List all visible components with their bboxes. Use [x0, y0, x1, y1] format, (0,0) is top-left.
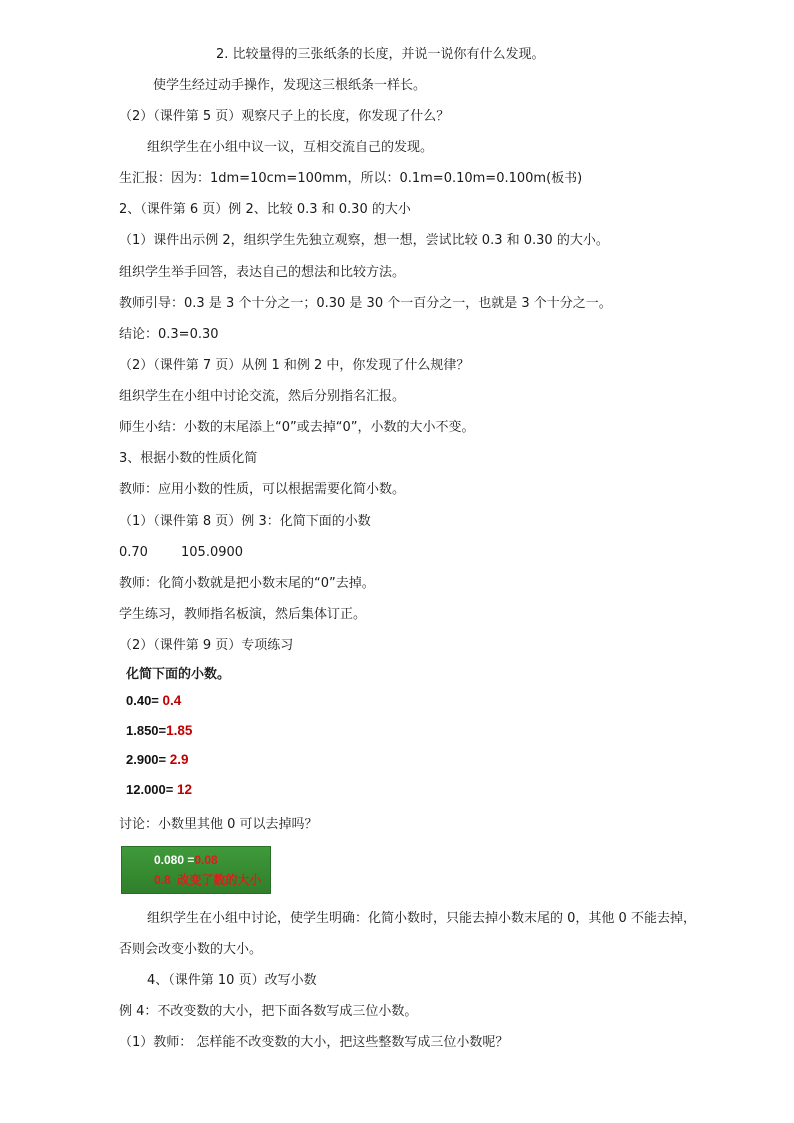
text-line: 0.70 105.0900 [119, 545, 244, 560]
section-heading: 3、根据小数的性质化简 [119, 451, 258, 466]
exercise-title: 化简下面的小数。 [126, 667, 231, 682]
text-line: 学生练习，教师指名板演，然后集体订正。 [119, 607, 367, 622]
text-line: （2）（课件第 7 页）从例 1 和例 2 中，你发现了什么规律？ [119, 358, 470, 373]
text-line: 组织学生举手回答，表达自己的想法和比较方法。 [119, 265, 406, 280]
exercise-question: 0.40= [126, 693, 159, 708]
exercise-item [126, 781, 192, 799]
slide-image-box [121, 846, 271, 894]
exercise-item [126, 751, 189, 769]
text-line: 否则会改变小数的大小。 [119, 942, 263, 957]
text-line: 教师：应用小数的性质，可以根据需要化简小数。 [119, 482, 406, 497]
text-line: 使学生经过动手操作，发现这三根纸条一样长。 [153, 78, 427, 93]
text-line: 组织学生在小组中讨论交流，然后分别指名汇报。 [119, 389, 406, 404]
exercise-question: 12.000= [126, 782, 174, 797]
text-line: 组织学生在小组中讨论，使学生明确：化简小数时，只能去掉小数末尾的 0，其他 0 不能去掉， [147, 911, 696, 926]
text-line: 组织学生在小组中议一议，互相交流自己的发现。 [147, 140, 434, 155]
exercise-answer: 2.9 [169, 752, 189, 767]
text-line: 教师：化简小数就是把小数末尾的“0”去掉。 [119, 576, 375, 591]
discussion-text: 讨论：小数里其他 0 可以去掉吗？ [119, 817, 318, 832]
text-line: 生汇报：因为：1dm=10cm=100mm，所以：0.1m=0.10m=0.100m(板书) [119, 171, 583, 186]
exercise-item [126, 692, 181, 710]
text-line: （1）课件出示例 2，组织学生先独立观察，想一想，尝试比较 0.3 和 0.30 的大小。 [119, 233, 609, 248]
section-heading: 2、（课件第 6 页）例 2、比较 0.3 和 0.30 的大小 [119, 202, 411, 217]
exercise-answer: 12 [176, 782, 193, 797]
text-line: 例 4：不改变数的大小，把下面各数写成三位小数。 [119, 1004, 418, 1019]
text-line: 结论：0.3=0.30 [119, 327, 219, 342]
slide-answer: 0.08 [194, 853, 218, 867]
text-line: 师生小结：小数的末尾添上“0”或去掉“0”，小数的大小不变。 [119, 420, 475, 435]
slide-question: 0.080 = [154, 853, 195, 867]
text-line: 教师引导：0.3 是 3 个十分之一；0.30 是 30 个一百分之一，也就是 3 个十分之一。 [119, 296, 612, 311]
exercise-question: 2.900= [126, 752, 167, 767]
exercise-item [126, 722, 192, 740]
section-heading: 4、（课件第 10 页）改写小数 [147, 973, 317, 988]
text-line: （1）教师： 怎样能不改变数的大小，把这些整数写成三位小数呢？ [119, 1035, 509, 1050]
exercise-answer: 0.4 [162, 693, 182, 708]
exercise-question: 1.850= [126, 723, 167, 738]
text-line: （1）（课件第 8 页）例 3：化简下面的小数 [119, 514, 371, 529]
text-line: 2. 比较量得的三张纸条的长度，并说一说你有什么发现。 [216, 47, 545, 62]
text-line: （2）（课件第 9 页）专项练习 [119, 638, 294, 653]
text-line: （2）（课件第 5 页）观察尺子上的长度，你发现了什么？ [119, 109, 450, 124]
slide-line-2: 0.8 改变了数的大小 [154, 873, 262, 887]
slide-line-1 [154, 853, 218, 867]
exercise-answer: 1.85 [166, 723, 193, 738]
